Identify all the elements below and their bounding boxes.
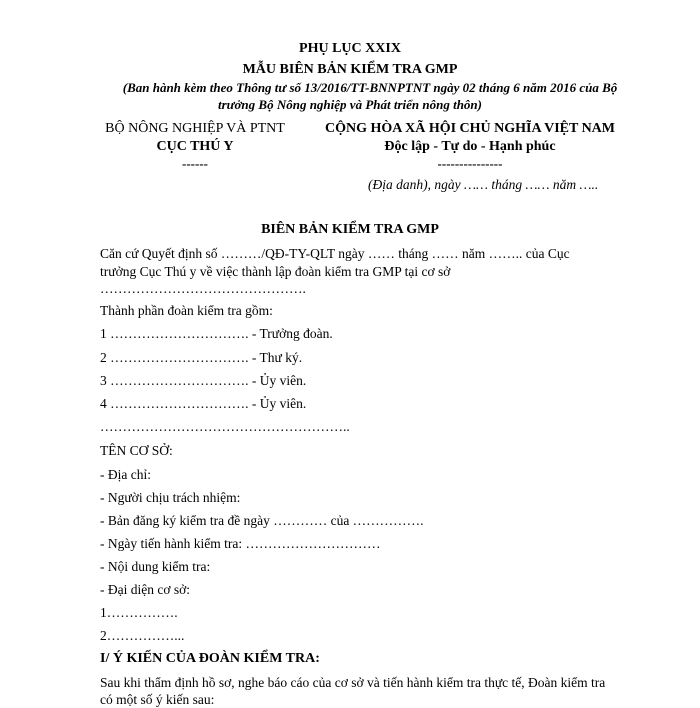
subtitle-line-2: trưởng Bộ Nông nghiệp và Phát triển nông thôn) — [218, 97, 482, 112]
agency-block — [90, 121, 300, 172]
basis-line-3: ………………………………………. — [100, 281, 306, 296]
facility-field: - Địa chỉ: — [100, 467, 151, 482]
ministry-name: BỘ NÔNG NGHIỆP VÀ PTNT — [105, 121, 285, 136]
agency-divider: ------ — [182, 156, 208, 171]
section1-line-2: có một số ý kiến sau: — [100, 692, 215, 707]
section1-heading: I/ Ý KIẾN CỦA ĐOÀN KIỂM TRA: — [100, 651, 320, 666]
member-item: 2 …………………………. - Thư ký. — [100, 350, 303, 365]
basis-line-2: trưởng Cục Thú y về việc thành lập đoàn kiểm tra GMP tại cơ sở — [100, 264, 451, 279]
department-name: CỤC THÚ Y — [156, 139, 234, 154]
national-divider: --------------- — [437, 156, 503, 171]
facility-field: - Bản đăng ký kiểm tra đề ngày ………… của ……………. — [100, 513, 424, 528]
members-extra: ……………………………………………….. — [100, 419, 350, 434]
place-date: (Địa danh), ngày …… tháng …… năm ….. — [368, 177, 599, 192]
basis-line-1: Căn cứ Quyết định số ………/QĐ-TY-QLT ngày …… tháng …… năm …….. của Cục — [100, 246, 570, 261]
section1-line-1: Sau khi thẩm định hồ sơ, nghe báo cáo của cơ sở và tiến hành kiểm tra thực tế, Đoàn kiểm tra — [100, 675, 606, 690]
members-heading: Thành phần đoàn kiểm tra gồm: — [100, 303, 273, 318]
form-title: MẪU BIÊN BẢN KIỂM TRA GMP — [242, 62, 458, 77]
national-block — [300, 121, 640, 172]
facility-field: 2……………... — [100, 628, 185, 643]
member-item: 4 …………………………. - Ủy viên. — [100, 396, 307, 411]
national-motto: Độc lập - Tự do - Hạnh phúc — [384, 139, 556, 154]
facility-field: - Nội dung kiểm tra: — [100, 559, 211, 574]
national-title: CỘNG HÒA XÃ HỘI CHỦ NGHĨA VIỆT NAM — [324, 121, 615, 136]
member-item: 3 …………………………. - Ủy viên. — [100, 373, 307, 388]
facility-field: - Ngày tiến hành kiểm tra: ………………………… — [100, 536, 381, 551]
facility-field: 1……………. — [100, 605, 178, 620]
facility-field: - Đại diện cơ sở: — [100, 582, 191, 597]
subtitle-line-1: (Ban hành kèm theo Thông tư số 13/2016/TT-BNNPTNT ngày 02 tháng 6 năm 2016 của Bộ — [122, 80, 618, 95]
member-item: 1 …………………………. - Trưởng đoàn. — [100, 326, 333, 341]
report-title: BIÊN BẢN KIỂM TRA GMP — [261, 222, 439, 237]
facility-heading: TÊN CƠ SỞ: — [100, 443, 173, 458]
appendix-title: PHỤ LỤC XXIX — [299, 41, 401, 56]
facility-field: - Người chịu trách nhiệm: — [100, 490, 241, 505]
